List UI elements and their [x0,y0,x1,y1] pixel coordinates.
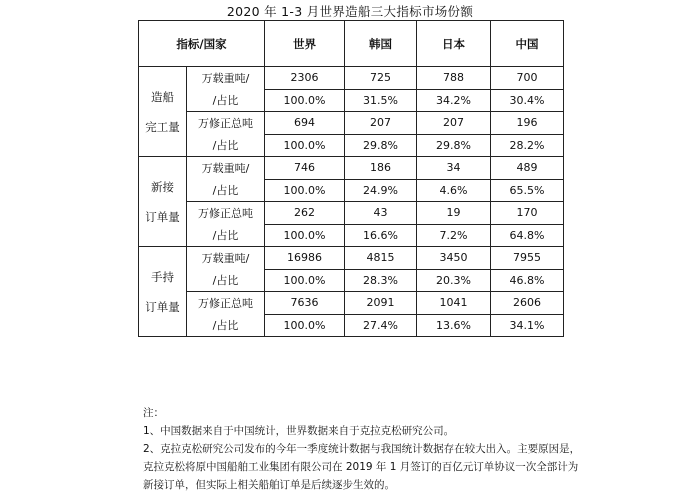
value-cell: 30.4% [491,89,564,112]
value-cell: 1041 [417,292,491,315]
value-cell: 100.0% [265,269,345,292]
metric-label: 万载重吨/ [187,157,265,180]
value-cell: 700 [491,67,564,90]
table-row [139,269,564,292]
table-row [139,89,564,112]
value-cell: 694 [265,112,345,135]
value-cell: 43 [345,202,417,225]
value-cell: 64.8% [491,224,564,247]
table-row [139,292,564,315]
value-cell: 262 [265,202,345,225]
value-cell: 207 [345,112,417,135]
value-cell: 28.3% [345,269,417,292]
value-cell: 788 [417,67,491,90]
metric-label: 万修正总吨 [187,112,265,135]
metric-label: 万载重吨/ [187,67,265,90]
header-world: 世界 [265,21,345,67]
value-cell: 28.2% [491,134,564,157]
value-cell: 29.8% [345,134,417,157]
category-cell [139,157,187,247]
header-indicator: 指标/国家 [139,21,265,67]
table-row [139,179,564,202]
value-cell: 27.4% [345,314,417,337]
value-cell: 16986 [265,247,345,270]
note-1: 1、中国数据来自于中国统计，世界数据来自于克拉克松研究公司。 [143,425,455,437]
metric-label: /占比 [187,269,265,292]
value-cell: 100.0% [265,89,345,112]
value-cell: 31.5% [345,89,417,112]
category-label: 手持 [151,269,174,284]
value-cell: 100.0% [265,134,345,157]
table-header-row [139,21,564,67]
value-cell: 29.8% [417,134,491,157]
value-cell: 186 [345,157,417,180]
table-row [139,67,564,90]
value-cell: 24.9% [345,179,417,202]
value-cell: 13.6% [417,314,491,337]
metric-label: /占比 [187,134,265,157]
value-cell: 16.6% [345,224,417,247]
metric-label: /占比 [187,314,265,337]
value-cell: 34 [417,157,491,180]
value-cell: 34.1% [491,314,564,337]
footnotes [143,404,583,494]
value-cell: 2606 [491,292,564,315]
value-cell: 725 [345,67,417,90]
value-cell: 2306 [265,67,345,90]
category-label: 订单量 [145,299,180,314]
value-cell: 100.0% [265,179,345,202]
value-cell: 746 [265,157,345,180]
table-row [139,112,564,135]
metric-label: /占比 [187,89,265,112]
value-cell: 65.5% [491,179,564,202]
value-cell: 4.6% [417,179,491,202]
value-cell: 46.8% [491,269,564,292]
note-heading: 注： [143,407,164,419]
value-cell: 207 [417,112,491,135]
value-cell: 4815 [345,247,417,270]
table-row [139,202,564,225]
header-japan: 日本 [417,21,491,67]
category-label: 造船 [151,89,174,104]
note-2: 2、克拉克松研究公司发布的今年一季度统计数据与我国统计数据存在较大出入。主要原因是，克拉克松将原中国船舶工业集团有限公司在 2019 年 1 月签订的百亿元订单协议一次全部计为新接订单，但实际上相关船舶订单是后续逐步生效的。 [143,443,581,491]
market-share-table [138,20,564,337]
table-title: 2020 年 1-3 月世界造船三大指标市场份额 [226,4,474,19]
category-label: 订单量 [145,209,180,224]
value-cell: 489 [491,157,564,180]
header-china: 中国 [491,21,564,67]
table-row [139,247,564,270]
value-cell: 196 [491,112,564,135]
table-row [139,314,564,337]
table-row [139,134,564,157]
value-cell: 7636 [265,292,345,315]
metric-label: 万修正总吨 [187,202,265,225]
value-cell: 170 [491,202,564,225]
metric-label: /占比 [187,224,265,247]
value-cell: 2091 [345,292,417,315]
category-label: 完工量 [145,119,180,134]
category-cell [139,67,187,157]
header-korea: 韩国 [345,21,417,67]
value-cell: 100.0% [265,224,345,247]
value-cell: 7955 [491,247,564,270]
metric-label: 万修正总吨 [187,292,265,315]
value-cell: 3450 [417,247,491,270]
metric-label: 万载重吨/ [187,247,265,270]
value-cell: 19 [417,202,491,225]
value-cell: 20.3% [417,269,491,292]
value-cell: 34.2% [417,89,491,112]
category-label: 新接 [151,179,174,194]
table-row [139,224,564,247]
table-row [139,157,564,180]
value-cell: 7.2% [417,224,491,247]
metric-label: /占比 [187,179,265,202]
category-cell [139,247,187,337]
value-cell: 100.0% [265,314,345,337]
